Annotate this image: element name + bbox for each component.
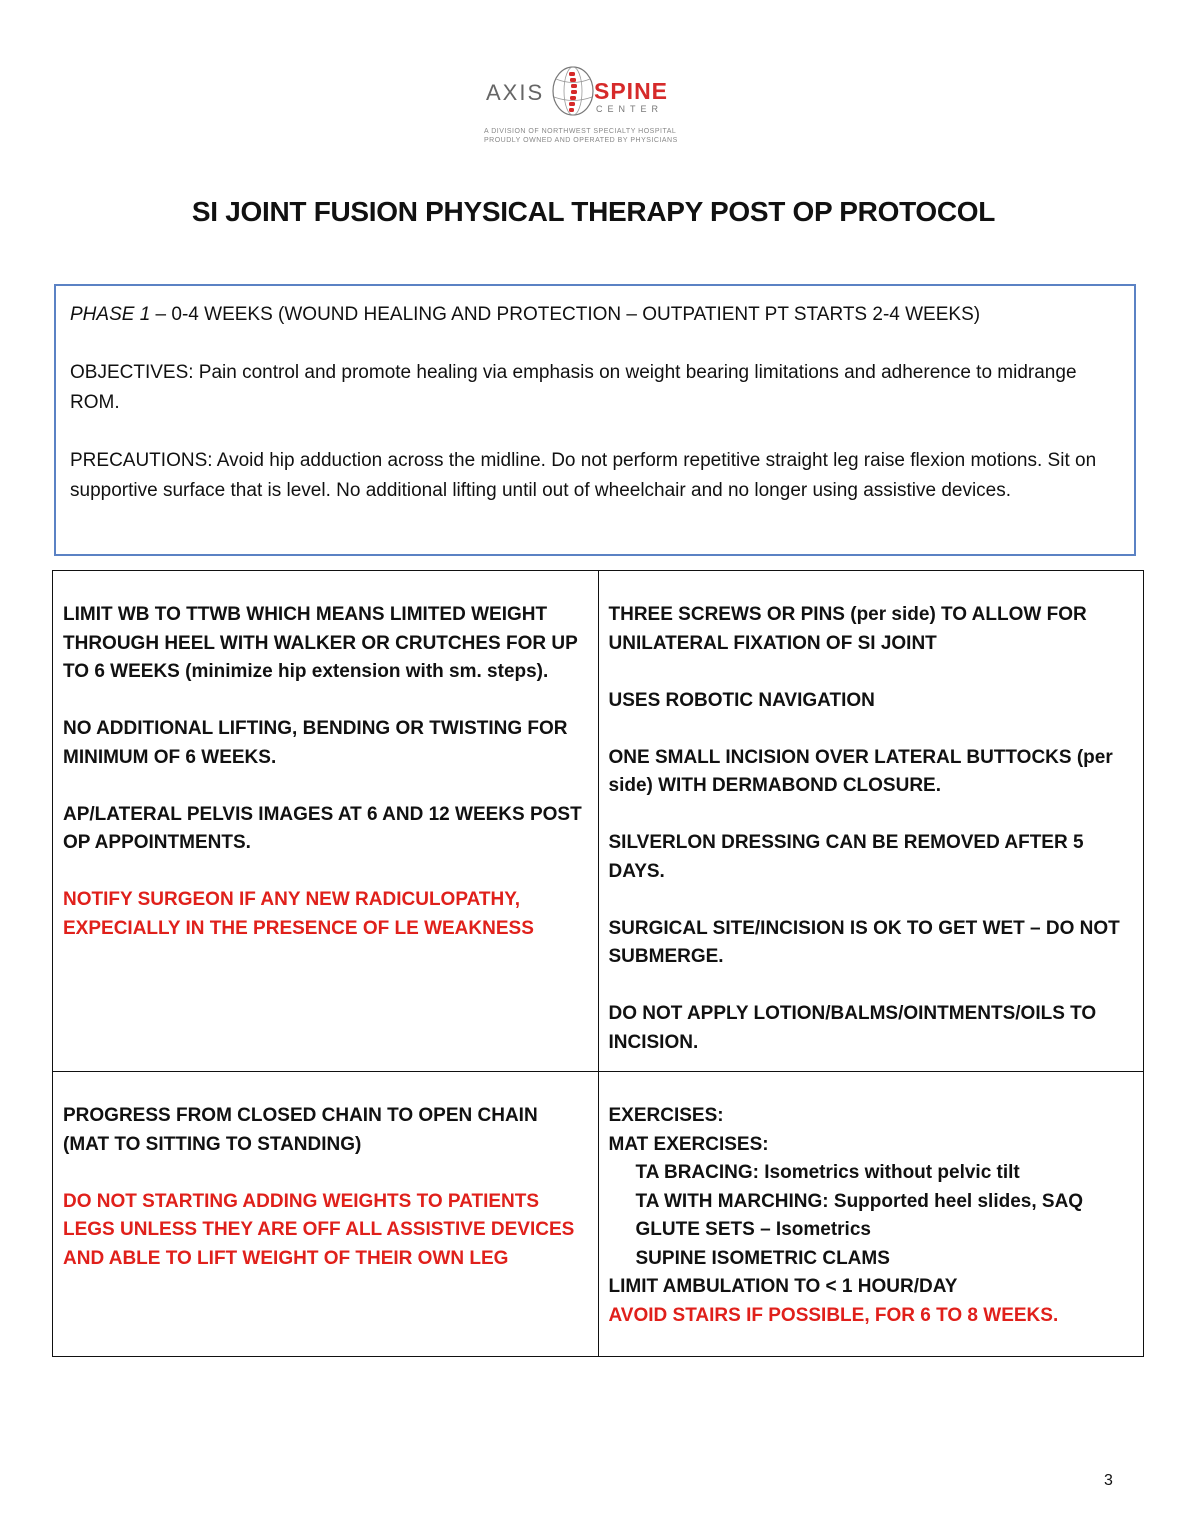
screws-text: THREE SCREWS OR PINS (per side) TO ALLOW FOR UNILATERAL FIXATION OF SI JOINT	[608, 604, 1087, 654]
table-row	[53, 1072, 1144, 1357]
dressing-text: SILVERLON DRESSING CAN BE REMOVED AFTER 5 DAYS.	[608, 832, 1084, 882]
exercises-heading: EXERCISES:	[608, 1105, 724, 1126]
table-cell-r1-right	[598, 571, 1144, 1072]
logo-word-axis: AXIS	[486, 80, 545, 105]
phase-heading-rest: – 0-4 WEEKS (WOUND HEALING AND PROTECTION – OUTPATIENT PT STARTS 2-4 WEEKS)	[150, 304, 981, 325]
weights-warning-text: DO NOT STARTING ADDING WEIGHTS TO PATIENTS LEGS UNLESS THEY ARE OFF ALL ASSISTIVE DEVICES AND ABLE TO LIFT WEIGHT OF THEIR OWN LEG	[63, 1190, 575, 1269]
table-cell-r1-left	[53, 571, 599, 1072]
protocol-table	[52, 570, 1144, 1357]
notify-surgeon-text: NOTIFY SURGEON IF ANY NEW RADICULOPATHY, EXPECIALLY IN THE PRESENCE OF LE WEAKNESS	[63, 889, 534, 939]
no-lotion-text: DO NOT APPLY LOTION/BALMS/OINTMENTS/OILS TO INCISION.	[608, 1003, 1097, 1053]
logo-word-spine: SPINE	[594, 78, 669, 104]
table-cell-r2-right	[598, 1072, 1144, 1357]
axis-spine-logo	[482, 64, 707, 150]
lifting-limit-text: NO ADDITIONAL LIFTING, BENDING OR TWISTING FOR MINIMUM OF 6 WEEKS.	[63, 718, 568, 768]
wb-limit-text: LIMIT WB TO TTWB WHICH MEANS LIMITED WEIGHT THROUGH HEEL WITH WALKER OR CRUTCHES FOR UP TO 6 WEEKS (minimize hip extension with sm. steps).	[63, 604, 578, 682]
phase-precautions: PRECAUTIONS: Avoid hip adduction across the midline. Do not perform repetitive straight leg raise flexion motions. Sit on supportive surface that is level. No additional lifting until out of wheelchair and no longer using assistive devices.	[70, 450, 1097, 501]
imaging-text: AP/LATERAL PELVIS IMAGES AT 6 AND 12 WEEKS POST OP APPOINTMENTS.	[63, 803, 582, 853]
spine-globe-icon	[550, 64, 596, 122]
logo-tagline-2: PROUDLY OWNED AND OPERATED BY PHYSICIANS	[484, 137, 678, 144]
robotic-nav-text: USES ROBOTIC NAVIGATION	[608, 689, 875, 711]
logo-word-center: CENTER	[596, 104, 664, 114]
page-title: SI JOINT FUSION PHYSICAL THERAPY POST OP PROTOCOL	[191, 196, 996, 227]
phase-heading	[70, 300, 1118, 330]
mat-exercises-heading: MAT EXERCISES:	[608, 1133, 769, 1155]
list-item: SUPINE ISOMETRIC CLAMS	[635, 1247, 890, 1269]
page-number: 3	[1104, 1472, 1113, 1489]
list-item: GLUTE SETS – Isometrics	[635, 1219, 871, 1240]
phase-label: PHASE 1	[70, 304, 151, 325]
incision-text: ONE SMALL INCISION OVER LATERAL BUTTOCKS (per side) WITH DERMABOND CLOSURE.	[608, 746, 1113, 796]
progress-chain-text: PROGRESS FROM CLOSED CHAIN TO OPEN CHAIN (MAT TO SITTING TO STANDING)	[63, 1105, 538, 1155]
list-item: TA WITH MARCHING: Supported heel slides, SAQ	[635, 1190, 1084, 1212]
table-row	[53, 571, 1144, 1072]
list-item: TA BRACING: Isometrics without pelvic tilt	[635, 1162, 1020, 1183]
wet-site-text: SURGICAL SITE/INCISION IS OK TO GET WET – DO NOT SUBMERGE.	[608, 917, 1120, 967]
phase-1-box	[54, 284, 1136, 556]
logo-tagline-1: A DIVISION OF NORTHWEST SPECIALTY HOSPITAL	[484, 128, 677, 135]
avoid-stairs-text: AVOID STAIRS IF POSSIBLE, FOR 6 TO 8 WEEKS.	[608, 1304, 1059, 1326]
table-cell-r2-left	[53, 1072, 599, 1357]
phase-objectives: OBJECTIVES: Pain control and promote healing via emphasis on weight bearing limitations and adherence to midrange ROM.	[70, 362, 1077, 413]
ambulation-limit-text: LIMIT AMBULATION TO < 1 HOUR/DAY	[608, 1276, 958, 1297]
